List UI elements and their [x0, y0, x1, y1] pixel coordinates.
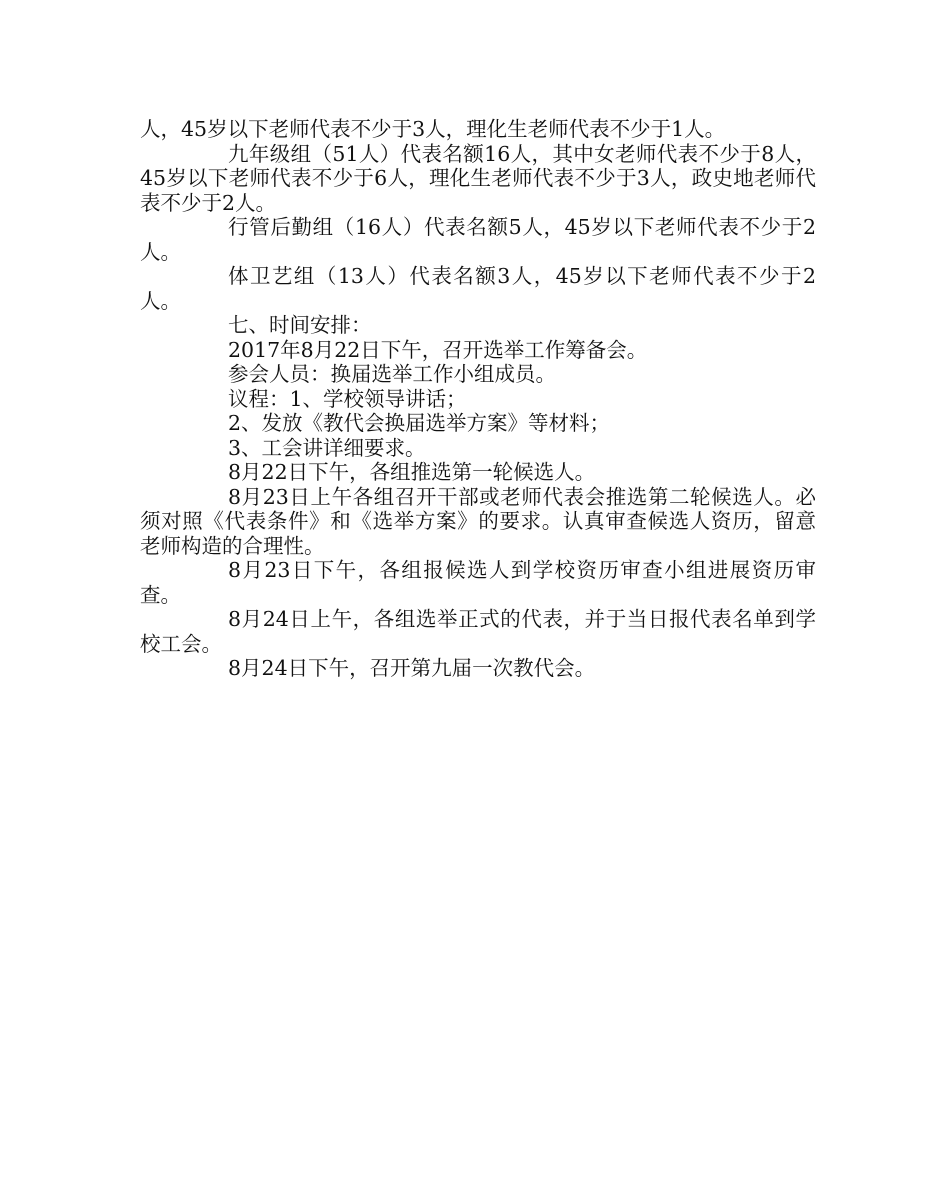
paragraph-10: 3、工会讲详细要求。 [228, 435, 426, 460]
paragraph-7: 参会人员：换届选举工作小组成员。 [228, 362, 556, 386]
paragraph-14: 8月24日上午，各组选举正式的代表，并于当日报代表名单到学校工会。 [140, 607, 816, 656]
paragraph-13: 8月23日下午，各组报候选人到学校资历审查小组进展资历审查。 [140, 558, 816, 607]
paragraph-9: 2、发放《教代会换届选举方案》等材料； [228, 411, 611, 435]
paragraph-4: 体卫艺组（13人）代表名额3人，45岁以下老师代表不少于2人。 [140, 264, 816, 313]
paragraph-6: 2017年8月22日下午，召开选举工作筹备会。 [228, 337, 648, 362]
paragraph-12: 8月23日上午各组召开干部或老师代表会推选第二轮候选人。必须对照《代表条件》和《选举方案》的要求。认真审查候选人资历，留意老师构造的合理性。 [140, 484, 816, 558]
paragraph-3: 行管后勤组（16人）代表名额5人，45岁以下老师代表不少于2人。 [140, 215, 816, 264]
paragraph-8: 议程：1、学校领导讲话； [228, 386, 467, 411]
paragraph-2: 九年级组（51人）代表名额16人，其中女老师代表不少于8人，45岁以下老师代表不少于6人，理化生老师代表不少于3人，政史地老师代表不少于2人。 [140, 141, 816, 215]
paragraph-11: 8月22日下午，各组推选第一轮候选人。 [228, 460, 596, 484]
paragraph-1: 人，45岁以下老师代表不少于3人，理化生老师代表不少于1人。 [140, 117, 726, 141]
section-heading-schedule: 七、时间安排： [228, 313, 372, 337]
paragraph-15: 8月24日下午，召开第九届一次教代会。 [228, 656, 596, 680]
document-body [140, 117, 816, 681]
